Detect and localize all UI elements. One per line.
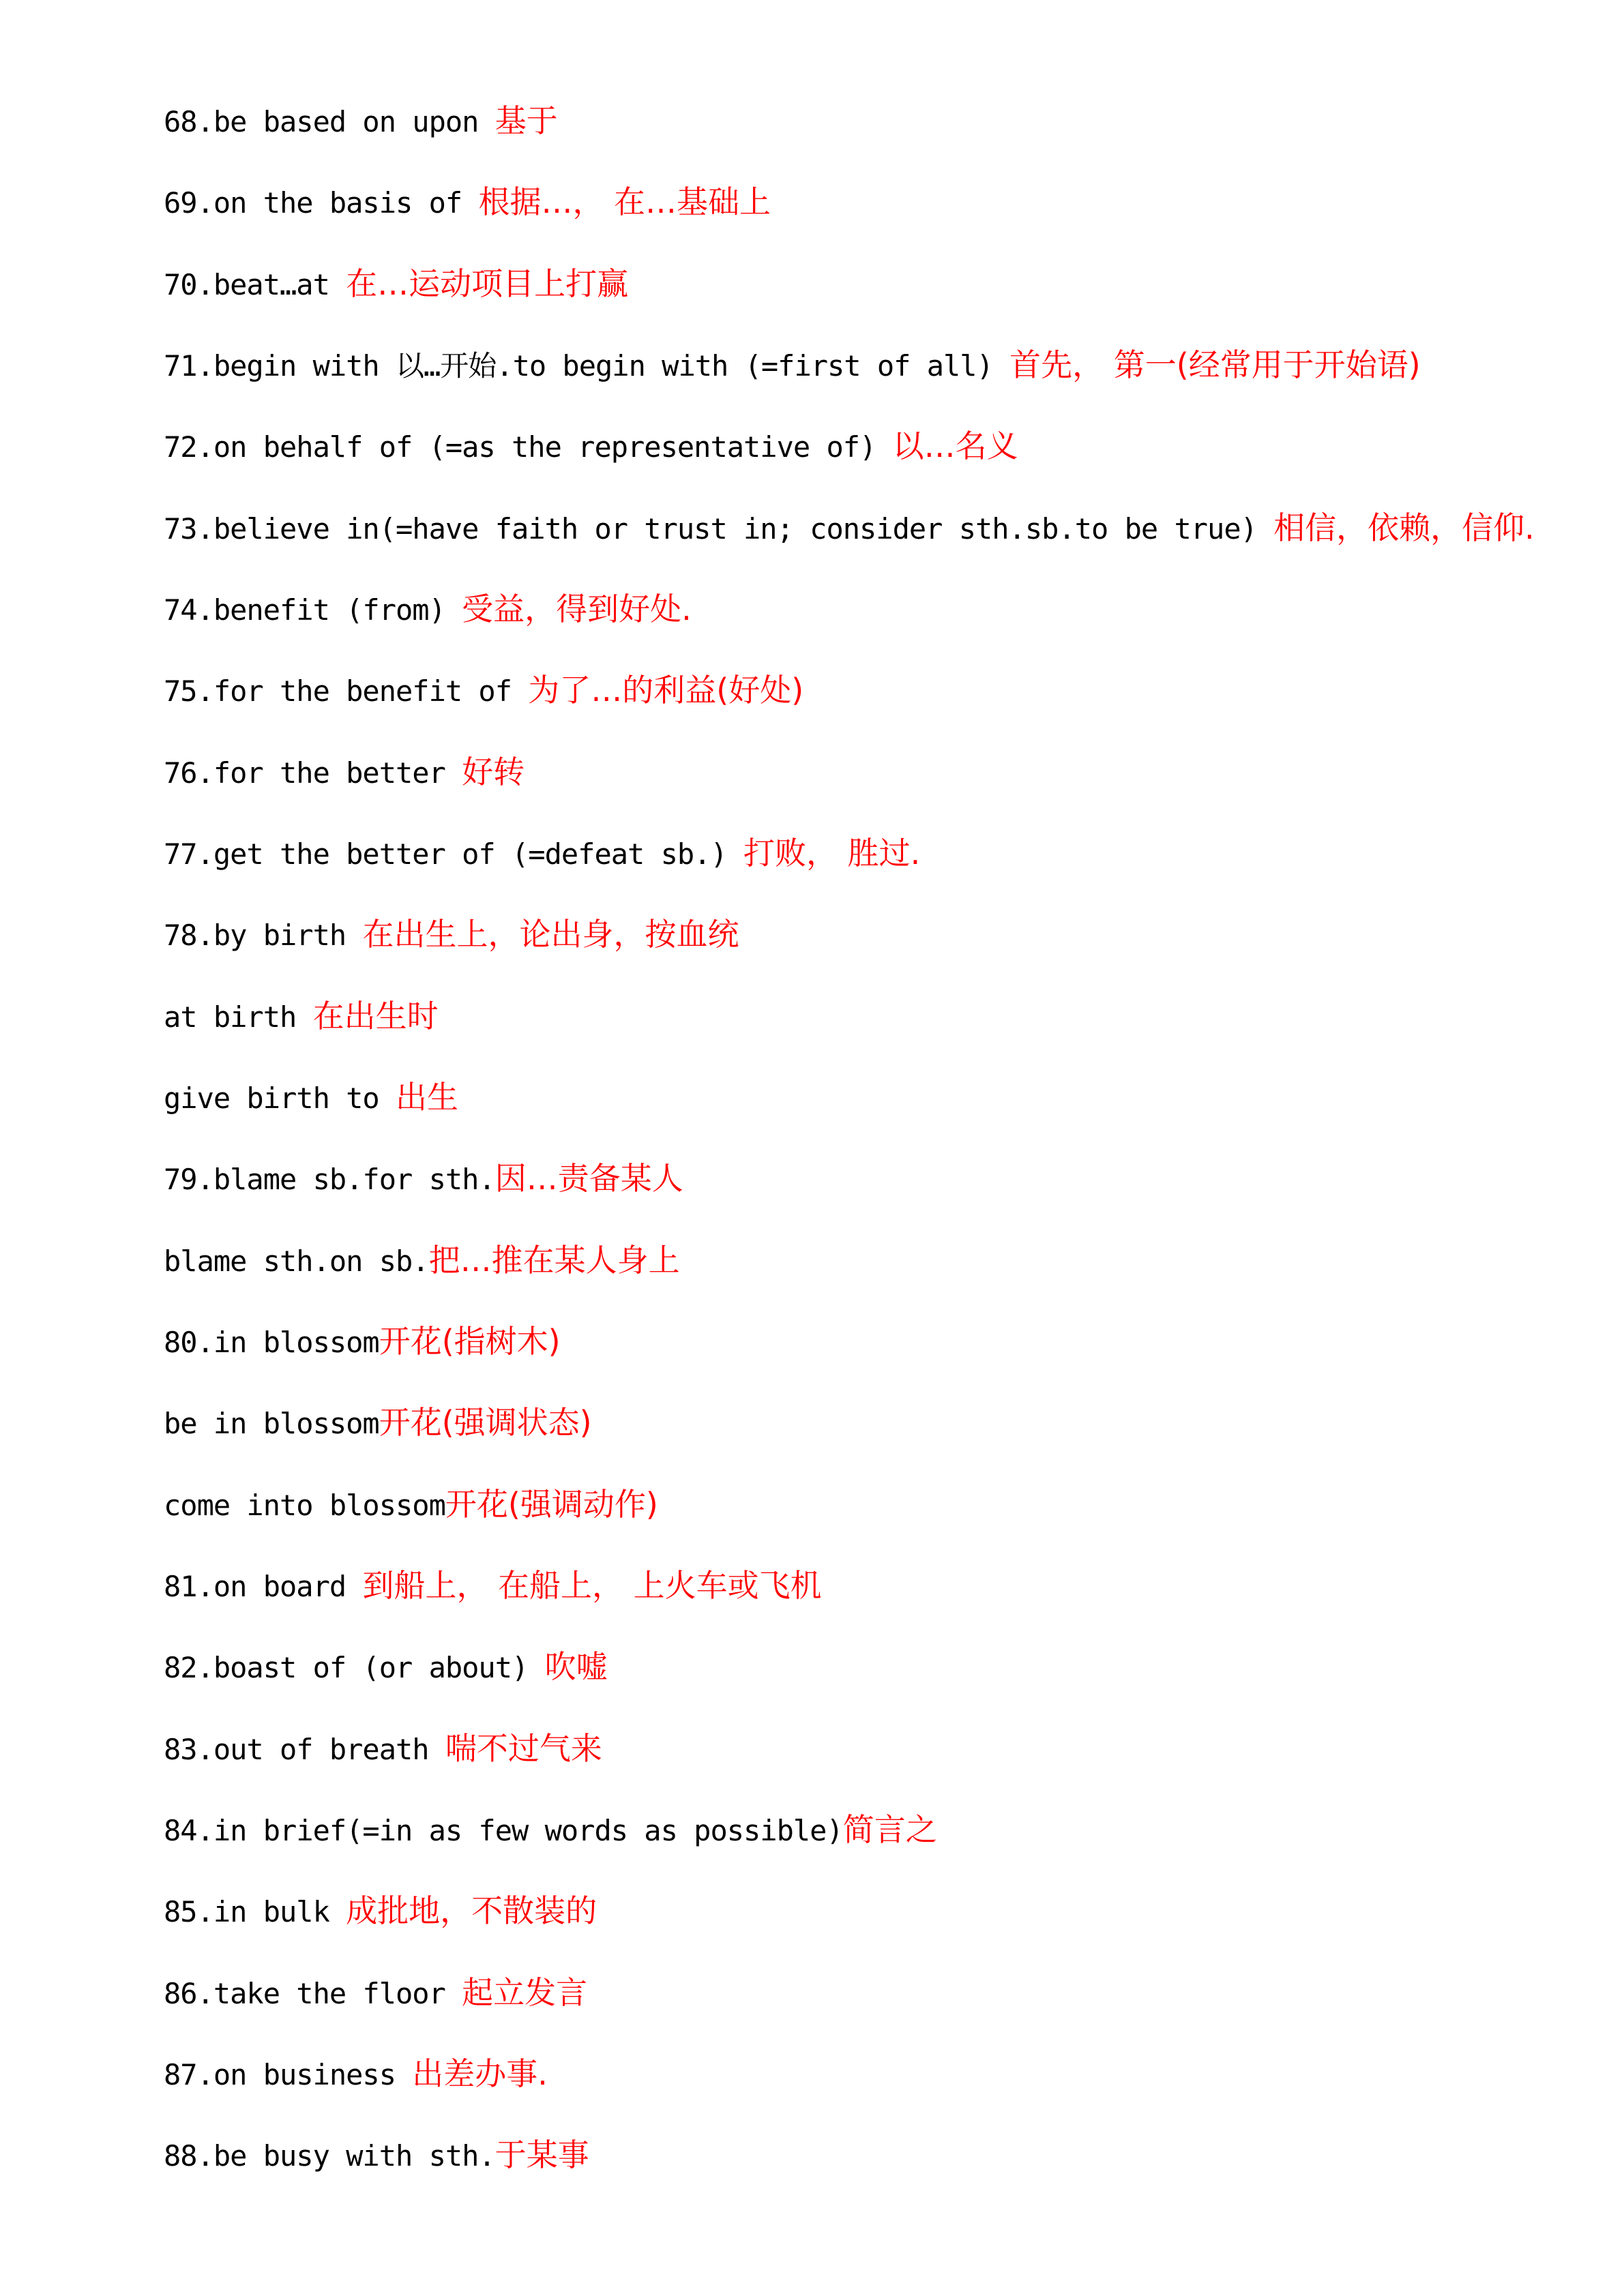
entry-83 [164,1728,602,1769]
entry-86 [164,1972,587,2013]
phrase-translation: 打败， 胜过. [743,835,921,871]
entry-be-in-blossom [164,1402,592,1443]
entry-76 [164,751,525,792]
phrase-translation: 起立发言 [462,1974,588,2011]
phrase-english: 76.for the better [164,756,462,790]
entry-79 [164,1158,683,1199]
entry-85 [164,1890,597,1931]
phrase-translation: 开花(指树木) [379,1323,561,1360]
entry-84 [164,1809,937,1850]
phrase-english: 88.be busy with sth. [164,2139,495,2173]
phrase-translation: 喘不过气来 [445,1730,602,1767]
entry-74 [164,588,692,629]
phrase-english: 70.beat…at [164,268,346,301]
phrase-english: 85.in bulk [164,1895,346,1928]
entry-77 [164,833,920,874]
phrase-translation: 在出生上，论出身，按血统 [362,916,739,953]
phrase-english: 86.take the floor [164,1977,462,2010]
entry-at-birth [164,996,439,1037]
entry-82 [164,1646,608,1687]
phrase-translation: 好转 [462,754,525,790]
entry-81 [164,1565,822,1606]
entry-88 [164,2134,589,2175]
entry-73 [164,507,1535,548]
phrase-translation: 把…推在某人身上 [428,1242,680,1279]
phrase-translation: 出差办事. [412,2055,548,2092]
phrase-english: be in blossom [164,1407,379,1440]
phrase-english: 87.on business [164,2058,413,2091]
phrase-translation: 根据…， 在…基础上 [478,183,771,220]
phrase-translation: 相信，依赖，信仰. [1273,509,1535,546]
phrase-translation: 在出生时 [312,998,439,1034]
phrase-english: 75.for the benefit of [164,674,529,708]
entry-72 [164,426,1018,466]
entry-71 [164,344,1421,385]
phrase-english: 79.blame sb.for sth. [164,1163,495,1196]
phrase-english: 78.by birth [164,919,363,952]
entry-70 [164,263,628,304]
entry-give-birth-to [164,1077,458,1118]
phrase-translation: 吹嘘 [544,1648,608,1685]
phrase-english: give birth to [164,1082,396,1115]
phrase-english: 77.get the better of (=defeat sb.) [164,837,744,871]
phrase-translation: 成批地，不散装的 [346,1892,597,1929]
phrase-translation: 为了…的利益(好处) [528,672,804,709]
phrase-translation: 开花(强调动作) [445,1486,658,1523]
phrase-english: 82.boast of (or about) [164,1651,545,1684]
phrase-english: 84.in brief(=in as few words as possible) [164,1814,843,1847]
phrase-english: 81.on board [164,1570,363,1603]
phrase-translation: 以…名义 [892,428,1018,464]
phrase-english: 69.on the basis of [164,186,479,220]
phrase-english: come into blossom [164,1489,445,1522]
entry-come-into-blossom [164,1484,658,1525]
phrase-english: 83.out of breath [164,1733,445,1766]
phrase-english: 73.believe in(=have faith or trust in; consider sth.sb.to be true) [164,512,1274,546]
phrase-english: 71.begin with 以…开始.to begin with (=first of all) [164,349,1010,383]
phrase-english: blame sth.on sb. [164,1244,429,1278]
phrase-translation: 于某事 [494,2136,589,2173]
phrase-english: 74.benefit (from) [164,593,462,627]
phrase-english: at birth [164,1000,313,1034]
phrase-translation: 到船上， 在船上， 上火车或飞机 [362,1567,822,1604]
entry-80 [164,1321,561,1362]
phrase-english: 72.on behalf of (=as the representative of) [164,430,893,464]
phrase-translation: 受益，得到好处. [462,591,692,627]
phrase-translation: 简言之 [842,1811,937,1848]
phrase-translation: 开花(强调状态) [379,1404,592,1441]
phrase-translation: 出生 [396,1079,459,1116]
phrase-english: 68.be based on upon [164,105,495,138]
phrase-english: 80.in blossom [164,1326,379,1359]
entry-75 [164,670,803,711]
entry-78 [164,914,739,955]
phrase-translation: 基于 [494,102,558,139]
phrase-translation: 在…运动项目上打赢 [346,265,629,302]
phrase-translation: 首先， 第一(经常用于开始语) [1009,346,1421,383]
entry-87 [164,2053,548,2094]
entry-68 [164,100,558,141]
phrase-translation: 因…责备某人 [494,1160,683,1197]
entry-69 [164,181,771,222]
entry-blame-sth-on-sb [164,1240,680,1281]
